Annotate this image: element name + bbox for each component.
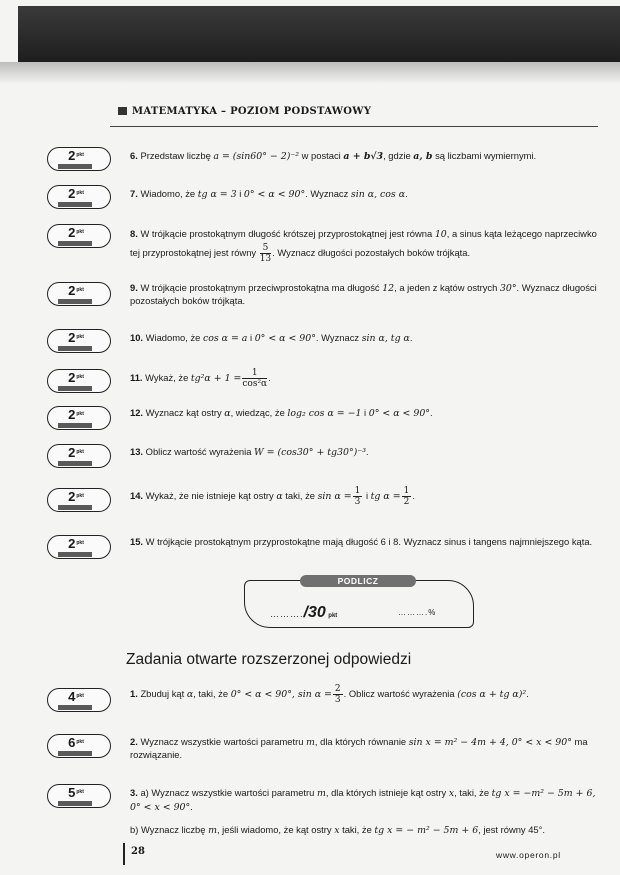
badge-bar bbox=[58, 202, 92, 207]
footer-divider bbox=[123, 843, 125, 865]
points-badge: $2^{pkt}$ bbox=[47, 535, 111, 559]
badge-bar bbox=[58, 552, 92, 557]
points-badge: $5^{pkt}$ bbox=[47, 784, 111, 808]
points-badge: $2^{pkt}$ bbox=[47, 185, 111, 209]
fraction: $\frac{1}{\text{cos²α}}$ bbox=[242, 368, 268, 390]
points-badge: $2^{pkt}$ bbox=[47, 282, 111, 306]
task-9: 9. W trójkącie prostokątnym przeciwprostokątna ma długość 12, a jeden z kątów ostrych 30°. Wyznacz długości pozostałych boków trójkąta. bbox=[130, 282, 597, 306]
open-task-1: 1. Zbuduj kąt α, taki, że 0° < α < 90°, sin α = $\frac{2}{3}$ . Oblicz wartość wyrażenia (cos α + tg α)². bbox=[130, 684, 529, 706]
section-title: Zadania otwarte rozszerzonej odpowiedzi bbox=[126, 651, 412, 668]
points-badge: $2^{pkt}$ bbox=[47, 329, 111, 353]
open-task-2: 2. Wyznacz wszystkie wartości parametru m, dla których równanie sin x = m² − 4m + 4, 0° < x < 90° ma rozwiązanie. bbox=[130, 736, 588, 760]
open-task-3: 3. a) Wyznacz wszystkie wartości parametru m, dla których istnieje kąt ostry x, taki, że tg x = −m² − 5m + 6, 0° < x < 90°. bbox=[130, 787, 596, 813]
badge-bar bbox=[58, 705, 92, 710]
points-badge: $2^{pkt}$ bbox=[47, 406, 111, 430]
badge-bar bbox=[58, 241, 92, 246]
footer-website: www.operon.pl bbox=[496, 850, 561, 860]
task-11: 11. Wykaż, że tg²α + 1 = $\frac{1}{\text{cos²α}}$ . bbox=[130, 368, 271, 390]
badge-bar bbox=[58, 505, 92, 510]
badge-bar bbox=[58, 346, 92, 351]
header-rule bbox=[110, 126, 598, 127]
badge-bar bbox=[58, 164, 92, 169]
task-10: 10. Wiadomo, że cos α = a i 0° < α < 90°. Wyznacz sin α, tg α. bbox=[130, 332, 413, 344]
top-dark-band bbox=[18, 6, 620, 62]
points-badge: $6^{pkt}$ bbox=[47, 734, 111, 758]
fraction: $\frac{5}{13}$ bbox=[259, 243, 272, 264]
task-6: 6. Przedstaw liczbę a = (sin60° − 2)⁻² w postaci a + b√3, gdzie a, b są liczbami wymiernymi. bbox=[130, 150, 537, 162]
fraction: $\frac{1}{2}$ bbox=[403, 486, 410, 508]
points-badge: $4^{pkt}$ bbox=[47, 688, 111, 712]
badge-bar bbox=[58, 751, 92, 756]
page-number: 28 bbox=[131, 846, 145, 857]
fraction: $\frac{1}{3}$ bbox=[354, 486, 361, 508]
badge-bar bbox=[58, 386, 92, 391]
badge-bar bbox=[58, 461, 92, 466]
task-15: 15. W trójkącie prostokątnym przyprostokątne mają długość 6 i 8. Wyznacz sinus i tangens najmniejszego kąta. bbox=[130, 536, 593, 547]
top-band-shadow bbox=[0, 62, 620, 84]
page-header bbox=[118, 106, 371, 117]
score-title: PODLICZ bbox=[300, 575, 416, 587]
fraction: $\frac{2}{3}$ bbox=[334, 684, 341, 706]
score-percent-field[interactable]: ……….% bbox=[398, 608, 436, 617]
task-8: 8. W trójkącie prostokątnym długość krótszej przyprostokątnej jest równa 10, a sinus kąta leżącego naprzeciwko tej przyprostokątnej jest równy $\frac{5}{13}$ . Wyznacz długości pozostałych boków trójkąta. bbox=[130, 228, 597, 264]
header-title: MATEMATYKA – POZIOM PODSTAWOWY bbox=[132, 106, 372, 117]
points-badge: $2^{pkt}$ bbox=[47, 444, 111, 468]
task-7: 7. Wiadomo, że tg α = 3 i 0° < α < 90°. Wyznacz sin α, cos α. bbox=[130, 188, 408, 200]
task-13: 13. Oblicz wartość wyrażenia W = (cos30° + tg30°)⁻³. bbox=[130, 446, 369, 458]
task-12: 12. Wyznacz kąt ostry α, wiedząc, że log₂ cos α = −1 i 0° < α < 90°. bbox=[130, 407, 433, 419]
score-points-field[interactable]: ………./30 pkt bbox=[270, 604, 338, 621]
points-badge: $2^{pkt}$ bbox=[47, 369, 111, 393]
open-task-3b: b) Wyznacz liczbę m, jeśli wiadomo, że kąt ostry x taki, że tg x = − m² − 5m + 6, jest równy 45°. bbox=[130, 824, 546, 836]
header-book-icon bbox=[118, 107, 127, 115]
points-badge: $2^{pkt}$ bbox=[47, 147, 111, 171]
badge-bar bbox=[58, 423, 92, 428]
points-badge: $2^{pkt}$ bbox=[47, 224, 111, 248]
badge-bar bbox=[58, 801, 92, 806]
badge-bar bbox=[58, 299, 92, 304]
task-14: 14. Wykaż, że nie istnieje kąt ostry α taki, że sin α = $\frac{1}{3}$ i tg α = $\frac{1}{2}$ . bbox=[130, 486, 415, 508]
points-badge: $2^{pkt}$ bbox=[47, 488, 111, 512]
